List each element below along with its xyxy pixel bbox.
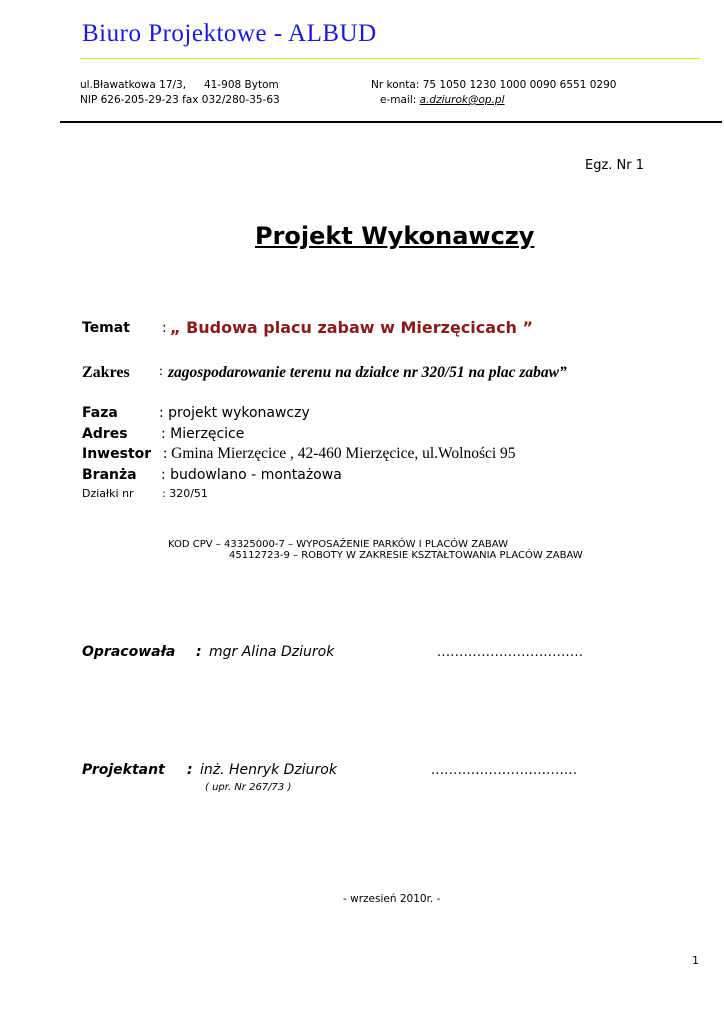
zakres-label: Zakres	[82, 364, 130, 381]
email-label: e-mail:	[380, 94, 417, 106]
header-yellow-rule	[80, 58, 700, 59]
projektant-label: Projektant	[82, 762, 165, 778]
dzialki-label: Działki nr	[82, 487, 134, 500]
temat-label: Temat	[82, 320, 130, 336]
branza-label: Branża	[82, 467, 137, 483]
email-link[interactable]: a.dziurok@op.pl	[419, 94, 505, 106]
adres-value: : Mierzęcice	[161, 426, 245, 442]
company-postal: 41-908 Bytom	[204, 79, 279, 91]
document-date: - wrzesień 2010r. -	[343, 893, 441, 905]
company-name: Biuro Projektowe - ALBUD	[82, 20, 377, 47]
inwestor-value: : Gmina Mierzęcice , 42-460 Mierzęcice, ul.Wolności 95	[163, 445, 516, 462]
dzialki-value: : 320/51	[162, 487, 208, 500]
temat-separator: :	[162, 320, 167, 336]
copy-number: Egz. Nr 1	[585, 158, 645, 173]
projektant-separator: :	[187, 762, 193, 778]
branza-value: : budowlano - montażowa	[161, 467, 342, 483]
projektant-name: inż. Henryk Dziurok	[200, 762, 337, 778]
company-nip-fax: NIP 626-205-29-23 fax 032/280-35-63	[80, 94, 280, 106]
bank-account: Nr konta: 75 1050 1230 1000 0090 6551 0290	[371, 79, 617, 91]
email-line	[380, 94, 505, 106]
zakres-value: zagospodarowanie terenu na działce nr 320/51 na plac zabaw”	[168, 364, 567, 381]
faza-value: : projekt wykonawczy	[159, 405, 310, 421]
projektant-license: ( upr. Nr 267/73 )	[205, 782, 292, 793]
opracowala-name: mgr Alina Dziurok	[209, 644, 335, 660]
company-address: ul.Bławatkowa 17/3,	[80, 79, 187, 91]
inwestor-label: Inwestor	[82, 446, 152, 462]
opracowala-label: Opracowała	[82, 644, 176, 660]
opracowala-separator: :	[196, 644, 202, 660]
opracowala-signature-line: .................................	[437, 645, 584, 660]
zakres-separator: :	[159, 364, 163, 379]
temat-value: „ Budowa placu zabaw w Mierzęcicach ”	[170, 318, 534, 337]
faza-label: Faza	[82, 405, 118, 421]
cpv-line-1: KOD CPV – 43325000-7 – WYPOSAŻENIE PARKÓW I PLACÓW ZABAW	[168, 539, 508, 550]
document-title: Projekt Wykonawczy	[255, 222, 535, 250]
projektant-signature-line: .................................	[431, 763, 578, 778]
cpv-line-2: 45112723-9 – ROBOTY W ZAKRESIE KSZTAŁTOWANIA PLACÓW ZABAW	[229, 550, 583, 561]
adres-label: Adres	[82, 426, 128, 442]
header-black-rule	[60, 121, 722, 123]
page-number: 1	[692, 954, 699, 967]
